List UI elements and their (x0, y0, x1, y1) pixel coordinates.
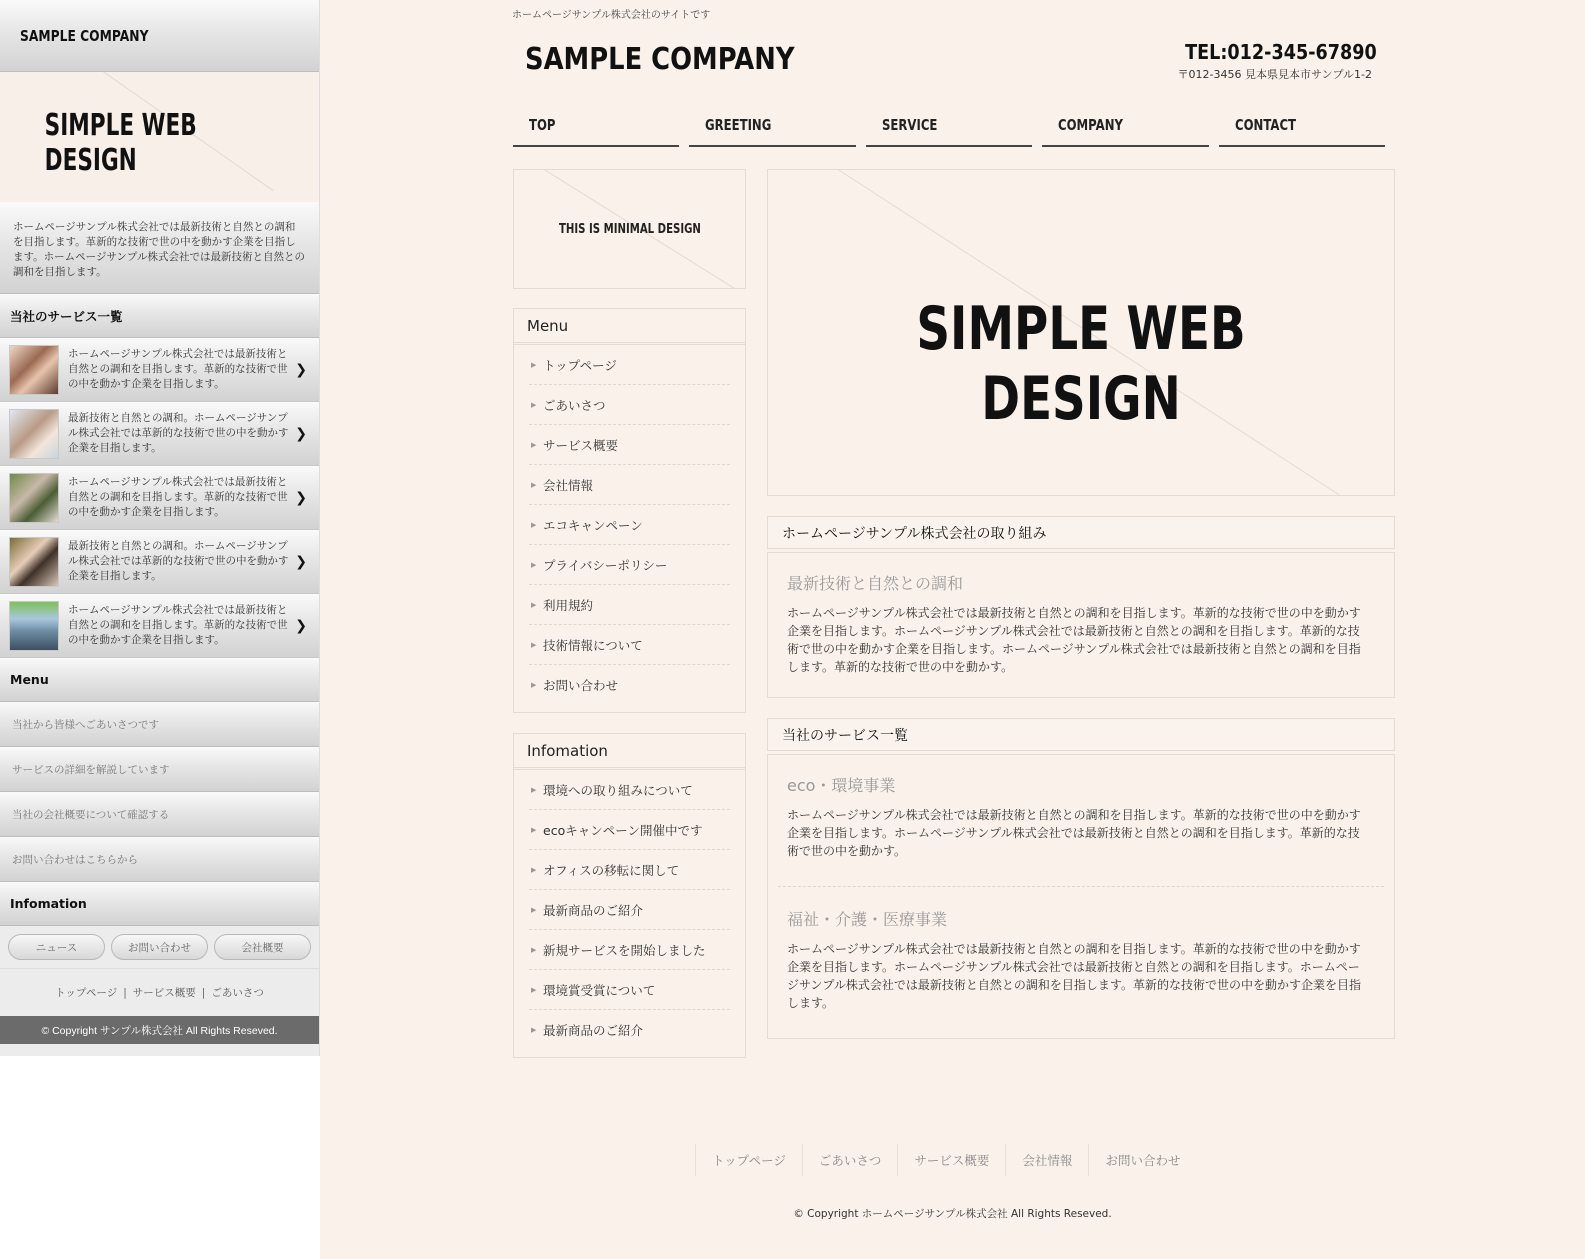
nav-label: GREETING (705, 116, 772, 134)
footer-link-greeting[interactable]: ごあいさつ (802, 1144, 898, 1176)
triangle-right-icon: ▶ (531, 600, 537, 609)
mobile-service-item[interactable] (0, 402, 319, 466)
footer-link-contact[interactable]: お問い合わせ (1088, 1144, 1196, 1176)
triangle-right-icon: ▶ (531, 480, 537, 489)
footer-nav (695, 1140, 1196, 1180)
mobile-info-title: Infomation (0, 882, 319, 926)
side-info-item[interactable]: ▶ 新規サービスを開始しました (529, 930, 730, 970)
service-text: 最新技術と自然との調和。ホームページサンプル株式会社では革新的な技術で世の中を動かす企業を目指します。 (68, 540, 289, 582)
footer-link-greeting[interactable]: ごあいさつ (211, 987, 264, 999)
nav-label: COMPANY (1058, 116, 1124, 134)
tab-contact[interactable]: お問い合わせ (111, 934, 208, 960)
site-tagline: ホームページサンプル株式会社のサイトです (512, 10, 711, 21)
desktop-page (320, 0, 1585, 1259)
side-menu-item[interactable]: ▶ エコキャンペーン (529, 505, 730, 545)
service-text: 最新技術と自然との調和。ホームページサンプル株式会社では革新的な技術で世の中を動かす企業を目指します。 (68, 412, 289, 454)
chevron-right-icon: ❯ (295, 553, 307, 570)
services-title: 当社のサービス一覧 (767, 718, 1395, 751)
nav-top[interactable] (513, 110, 679, 147)
side-info-item[interactable]: ▶ ecoキャンペーン開催中です (529, 810, 730, 850)
triangle-right-icon: ▶ (531, 520, 537, 529)
chevron-right-icon: ❯ (295, 617, 307, 634)
service-subtitle: 福祉・介護・医療事業 (787, 910, 948, 929)
side-menu-item[interactable]: ▶ ごあいさつ (529, 385, 730, 425)
tab-news[interactable]: ニュース (8, 934, 105, 960)
side-info-item[interactable]: ▶ 最新商品のご紹介 (531, 1023, 644, 1038)
triangle-right-icon: ▶ (531, 825, 537, 834)
mobile-header (0, 0, 319, 72)
nav-label: TOP (529, 116, 556, 134)
nav-company[interactable] (1042, 110, 1208, 147)
section-title: ホームページサンプル株式会社の取り組み (767, 516, 1395, 549)
service-text: ホームページサンプル株式会社では最新技術と自然との調和を目指します。革新的な技術で世の中を動かす企業を目指します。 (68, 476, 288, 518)
section-body (767, 552, 1395, 698)
mobile-services-title: 当社のサービス一覧 (0, 294, 319, 338)
side-info-item[interactable]: ▶ 環境賞受賞について (529, 970, 730, 1010)
nav-service[interactable] (866, 110, 1032, 147)
section-subtitle: 最新技術と自然との調和 (787, 574, 964, 593)
triangle-right-icon: ▶ (531, 360, 537, 369)
triangle-right-icon: ▶ (531, 945, 537, 954)
chevron-right-icon: ❯ (295, 489, 307, 506)
triangle-right-icon: ▶ (531, 1026, 537, 1034)
mobile-menu-item[interactable]: お問い合わせはこちらから (0, 837, 319, 882)
nav-contact[interactable] (1219, 110, 1385, 147)
triangle-right-icon: ▶ (531, 400, 537, 409)
minimal-design-text: THIS IS MINIMAL DESIGN (558, 222, 701, 237)
side-menu (513, 308, 746, 713)
service-text: ホームページサンプル株式会社では最新技術と自然との調和を目指します。革新的な技術で世の中を動かす企業を目指します。ホームページサンプル株式会社では最新技術と自然との調和を目指します。革新的な技術で世の中を動かす。 (787, 808, 1361, 858)
side-menu-title: Menu (514, 309, 745, 345)
footer-link-service[interactable]: サービス概要 (132, 987, 196, 999)
footer-link-service[interactable]: サービス概要 (897, 1144, 1005, 1176)
service-thumbnail-photo (9, 601, 59, 651)
phone-number: TEL:012-345-67890 (1185, 40, 1377, 64)
triangle-right-icon: ▶ (531, 985, 537, 994)
nav-label: CONTACT (1234, 116, 1296, 134)
mobile-hero-title: SIMPLE WEB DESIGN (44, 108, 197, 178)
global-nav (513, 110, 1385, 147)
mobile-menu-item[interactable]: 当社の会社概要について確認する (0, 792, 319, 837)
side-information (513, 733, 746, 1058)
mobile-logo[interactable]: SAMPLE COMPANY (20, 27, 149, 45)
side-info-item[interactable]: ▶ 環境への取り組みについて (529, 770, 730, 810)
side-info-item[interactable]: ▶ オフィスの移転に関して (529, 850, 730, 890)
service-text: ホームページサンプル株式会社では最新技術と自然との調和を目指します。革新的な技術で世の中を動かす企業を目指します。 (68, 348, 288, 390)
footer-separator: | (123, 986, 127, 999)
services-body (767, 754, 1395, 1039)
triangle-right-icon: ▶ (531, 560, 537, 569)
mobile-service-item[interactable] (0, 594, 319, 658)
triangle-right-icon: ▶ (531, 905, 537, 914)
footer-link-company[interactable]: 会社情報 (1005, 1144, 1088, 1176)
side-menu-item[interactable]: ▶ プライバシーポリシー (529, 545, 730, 585)
mobile-footer-links (0, 968, 319, 1016)
mobile-intro-text: ホームページサンプル株式会社では最新技術と自然との調和を目指します。革新的な技術で世の中を動かす企業を目指します。ホームページサンプル株式会社では最新技術と自然との調和を目指します。 (0, 202, 319, 294)
site-logo[interactable]: SAMPLE COMPANY (525, 42, 795, 77)
mobile-preview (0, 0, 320, 1056)
footer-link-top[interactable]: トップページ (695, 1144, 802, 1176)
nav-greeting[interactable] (689, 110, 855, 147)
service-text: ホームページサンプル株式会社では最新技術と自然との調和を目指します。革新的な技術で世の中を動かす企業を目指します。ホームページサンプル株式会社では最新技術と自然との調和を目指します。ホームページサンプル株式会社では最新技術と自然との調和を目指します。革新的な技術で世の中を動かす企業を目指します。 (787, 942, 1361, 1010)
tab-company[interactable]: 会社概要 (214, 934, 311, 960)
mobile-info-tabs (0, 926, 319, 968)
side-menu-item[interactable]: ▶ サービス概要 (529, 425, 730, 465)
address: 〒012-3456 見本県見本市サンプル1-2 (1177, 68, 1372, 81)
side-info-title: Infomation (514, 734, 745, 770)
service-thumbnail-photo (9, 473, 59, 523)
side-menu-item[interactable]: ▶ 技術情報について (529, 625, 730, 665)
triangle-right-icon: ▶ (531, 440, 537, 449)
side-menu-item[interactable]: ▶ お問い合わせ (531, 678, 619, 693)
service-text: ホームページサンプル株式会社では最新技術と自然との調和を目指します。革新的な技術で世の中を動かす企業を目指します。 (68, 604, 288, 646)
side-menu-item[interactable]: ▶ 会社情報 (529, 465, 730, 505)
copyright: © Copyright ホームページサンプル株式会社 All Rights Reseved. (793, 1208, 1112, 1220)
mobile-service-item[interactable] (0, 466, 319, 530)
triangle-right-icon: ▶ (531, 785, 537, 794)
mobile-menu-title: Menu (0, 658, 319, 702)
service-subtitle: eco・環境事業 (787, 776, 896, 795)
hero-title: SIMPLE WEB DESIGN (916, 294, 1246, 434)
triangle-right-icon: ▶ (531, 865, 537, 874)
main-hero (767, 169, 1395, 496)
footer-separator: | (201, 986, 206, 999)
mobile-copyright: © Copyright サンプル株式会社 All Rights Reseved. (0, 1016, 319, 1044)
chevron-right-icon: ❯ (295, 361, 307, 378)
service-thumbnail-photo (9, 537, 59, 587)
triangle-right-icon: ▶ (531, 681, 537, 689)
side-info-item[interactable]: ▶ 最新商品のご紹介 (529, 890, 730, 930)
mobile-service-item[interactable] (0, 338, 319, 402)
service-thumbnail-photo (9, 409, 59, 459)
service-thumbnail-photo (9, 345, 59, 395)
mobile-service-item[interactable] (0, 530, 319, 594)
chevron-right-icon: ❯ (295, 425, 307, 442)
triangle-right-icon: ▶ (531, 640, 537, 649)
nav-label: SERVICE (881, 116, 938, 134)
side-menu-item[interactable]: ▶ 利用規約 (529, 585, 730, 625)
side-menu-item[interactable]: ▶ トップページ (529, 345, 730, 385)
mobile-menu-item[interactable]: 当社から皆様へごあいさつです (0, 702, 319, 747)
footer-link-top[interactable]: トップページ (55, 987, 118, 999)
minimal-design-banner[interactable] (513, 169, 746, 289)
mobile-hero (0, 72, 319, 202)
section-text: ホームページサンプル株式会社では最新技術と自然との調和を目指します。革新的な技術で世の中を動かす企業を目指します。ホームページサンプル株式会社では最新技術と自然との調和を目指します。革新的な技術で世の中を動かす企業を目指します。ホームページサンプル株式会社では最新技術と自然との調和を目指します。革新的な技術で世の中を動かす。 (787, 606, 1361, 674)
mobile-menu-item[interactable]: サービスの詳細を解説しています (0, 747, 319, 792)
